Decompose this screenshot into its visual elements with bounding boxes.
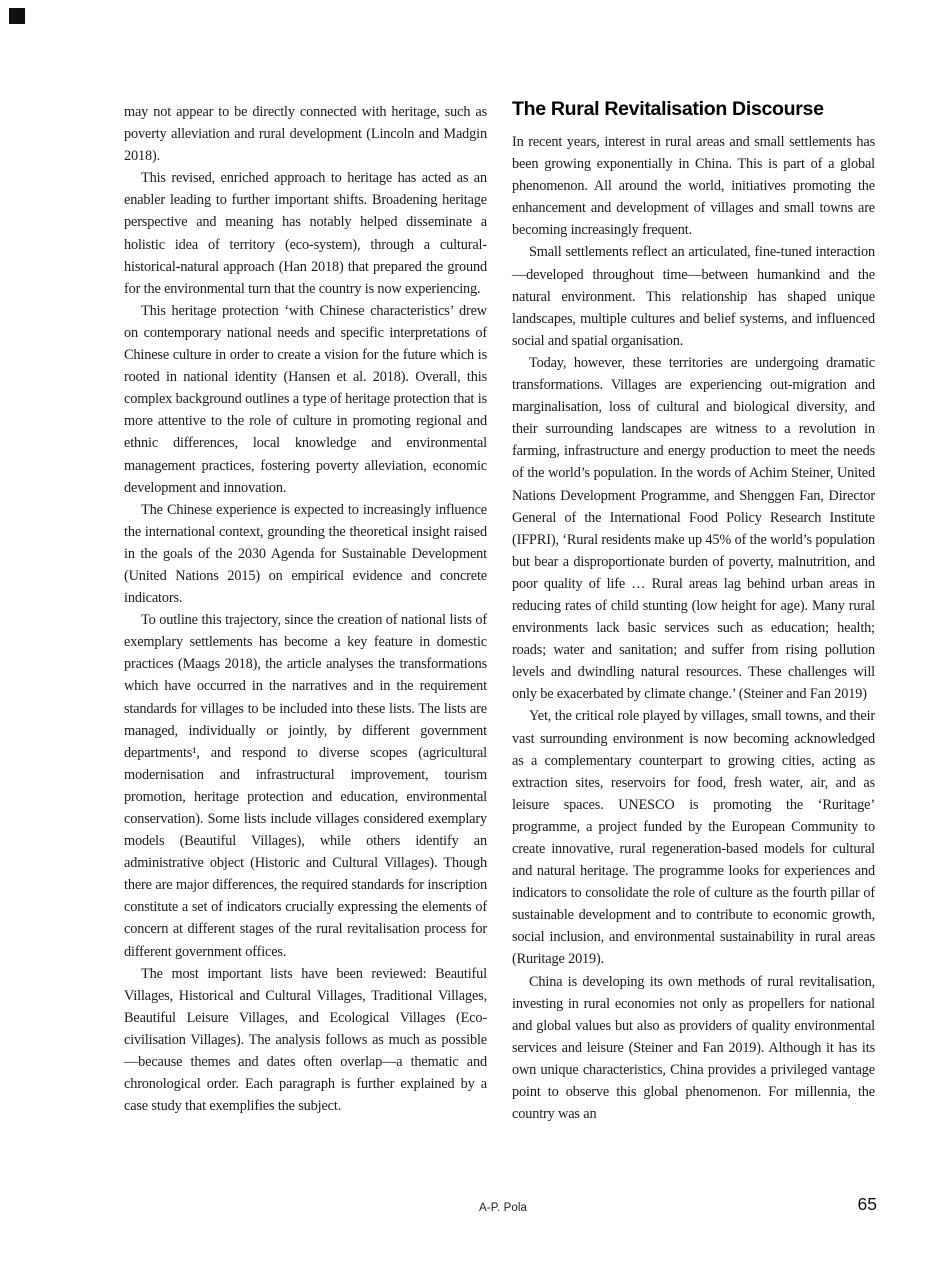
paragraph: This revised, enriched approach to heritage has acted as an enabler leading to further important shifts. Broadening heritage perspective and meaning has notably helped disseminate a holistic idea of territory (eco-system), through a cultural-historical-natural approach (Han 2018) that prepared the ground for the environmental turn that the country is now experiencing. <box>124 170 487 297</box>
corner-print-mark <box>9 8 25 24</box>
paragraph: To outline this trajectory, since the creation of national lists of exemplary settlements has become a key feature in domestic practices (Maags 2018), the article analyses the transformations which have occurred in the narratives and in the requirement standards for villages to be included into these lists. The lists are managed, individually or jointly, by different government departments¹, and respond to diverse scopes (agricultural modernisation and infrastructural improvement, tourism promotion, heritage protection and education, environmental conservation). Some lists include villages considered exemplary models (Beautiful Villages), while others identify an administrative object (Historic and Cultural Villages). Though there are major differences, the required standards for inscription constitute a set of indicators crucially expressing the elements of concern at different stages of the rural revitalisation process for different government offices. <box>124 612 487 960</box>
paragraph: Yet, the critical role played by villages, small towns, and their vast surrounding environment is now becoming acknowledged as a complementary counterpart to growing cities, acting as extraction sites, reservoirs for food, fresh water, air, and as leisure spaces. UNESCO is promoting the ‘Ruritage’ programme, a project funded by the European Community to create innovative, rural regeneration-based models for cultural and natural heritage. The programme looks for experiences and indicators to consolidate the role of culture as the fourth pillar of sustainable development and to contribute to economic growth, social inclusion, and environmental sustainability in rural areas (Ruritage 2019). <box>512 708 875 968</box>
page-number: 65 <box>857 1194 877 1214</box>
right-text-column <box>512 97 875 1125</box>
paragraph: The most important lists have been reviewed: Beautiful Villages, Historical and Cultural Villages, Traditional Villages, Beautiful Leisure Villages, and Ecological Villages (Eco-civilisation Villages). The analysis follows as much as possible—because themes and dates often overlap—a thematic and chronological order. Each paragraph is further explained by a case study that exemplifies the subject. <box>124 965 487 1115</box>
paragraph: Small settlements reflect an articulated, fine-tuned interaction—developed throughout time—between humankind and the natural environment. This relationship has shaped unique landscapes, multiple cultures and belief systems, and influenced social and spatial organisation. <box>512 244 875 349</box>
paragraph: China is developing its own methods of rural revitalisation, investing in rural economies not only as propellers for national and global values but also as providers of quality environmental services and leisure (Steiner and Fan 2019). Although it has its own unique characteristics, China provides a privileged vantage point to observe this global phenomenon. For millennia, the country was an <box>512 973 875 1123</box>
running-author: A-P. Pola <box>479 1202 527 1214</box>
paragraph: This heritage protection ‘with Chinese characteristics’ drew on contemporary national needs and specific interpretations of Chinese culture in order to create a vision for the future which is rooted in national identity (Hansen et al. 2018). Overall, this complex background outlines a type of heritage protection that is more attentive to the role of culture in promoting regional and ethnic differences, local knowledge and environmental management practices, fostering poverty alleviation, economic development and innovation. <box>124 302 487 496</box>
left-text-column <box>124 101 487 1117</box>
section-heading: The Rural Revitalisation Discourse <box>512 98 824 120</box>
paragraph: Today, however, these territories are undergoing dramatic transformations. Villages are experiencing out-migration and marginalisation, loss of cultural and biological diversity, and their surrounding landscapes are witness to a revolution in farming, infrastructure and energy production to meet the needs of the world’s population. In the words of Achim Steiner, United Nations Development Programme, and Shenggen Fan, Director General of the International Food Policy Research Institute (IFPRI), ‘Rural residents make up 45% of the world’s population but bear a disproportionate burden of poverty, malnutrition, and poor quality of life … Rural areas lag behind urban areas in reducing rates of child stunting (low height for age). Many rural environments lack basic services such as education; health; roads; water and sanitation; and suffer from rising pollution levels and dwindling natural resources. These challenges will only be exacerbated by climate change.’ (Steiner and Fan 2019) <box>512 354 876 703</box>
paragraph: In recent years, interest in rural areas and small settlements has been growing exponentially in China. This is part of a global phenomenon. All around the world, initiatives promoting the enhancement and development of villages and small towns are becoming increasingly frequent. <box>512 134 875 239</box>
paragraph: may not appear to be directly connected with heritage, such as poverty alleviation and rural development (Lincoln and Madgin 2018). <box>124 104 487 165</box>
paragraph: The Chinese experience is expected to increasingly influence the international context, grounding the theoretical insight raised in the goals of the 2030 Agenda for Sustainable Development (United Nations 2015) on empirical evidence and concrete indicators. <box>124 501 487 607</box>
